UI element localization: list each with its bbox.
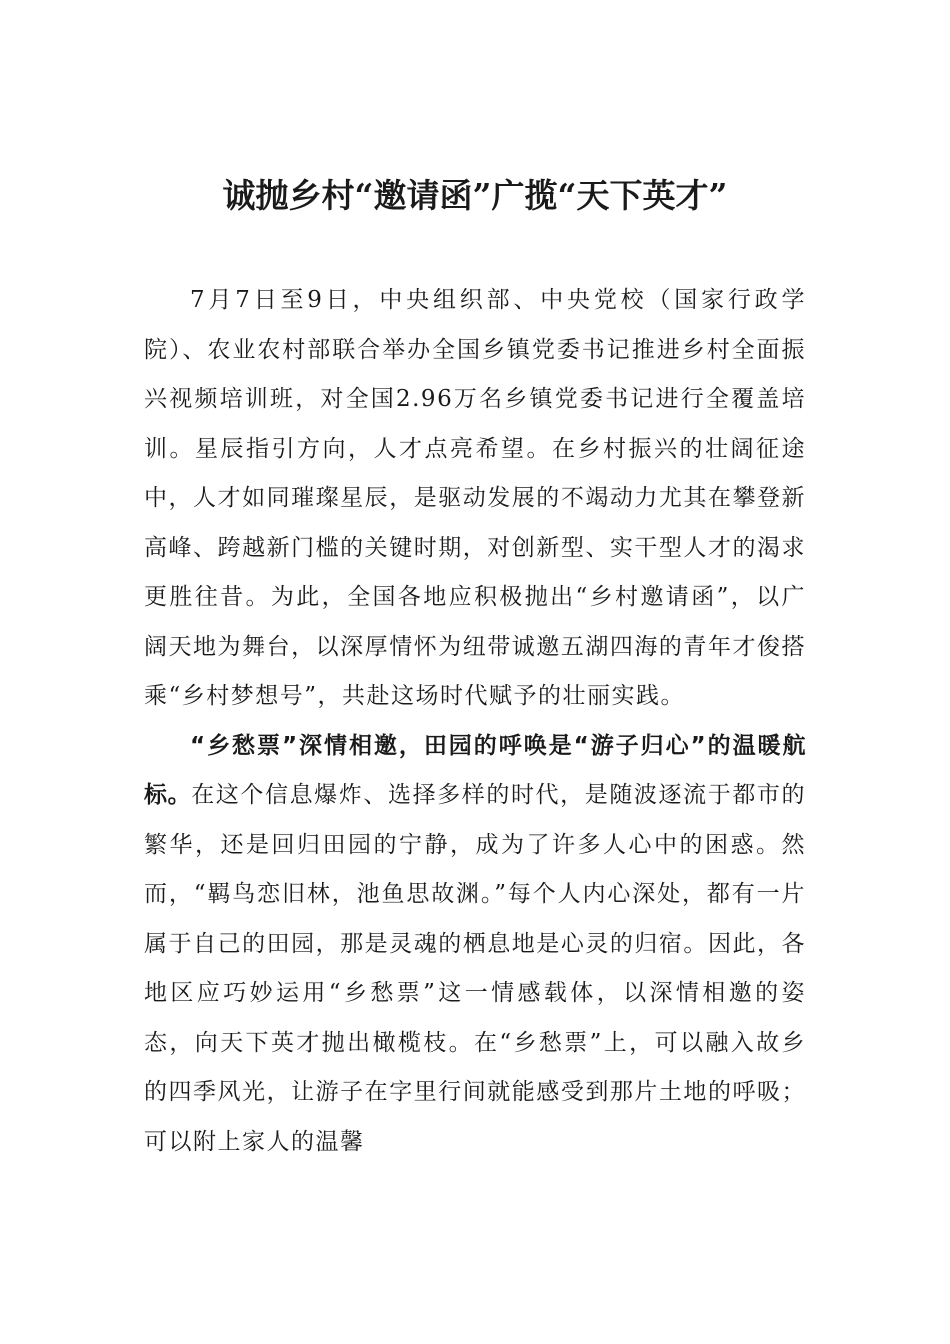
document-body <box>144 276 806 1167</box>
paragraph-2 <box>144 722 806 1168</box>
paragraph-2-lead: “乡愁票”深情相邀，田园的呼唤是“游子归心”的温暖航标。 <box>144 732 806 808</box>
paragraph-1 <box>144 276 806 722</box>
paragraph-2-text: 在这个信息爆炸、选择多样的时代，是随波逐流于都市的繁华，还是回归田园的宁静，成为了许多人心中的困惑。然而，“羁鸟恋旧林，池鱼思故渊。”每个人内心深处，都有一片属于自己的田园，那是灵魂的栖息地是心灵的归宿。因此，各地区应巧妙运用“乡愁票”这一情感载体，以深情相邀的姿态，向天下英才抛出橄榄枝。在“乡愁票”上，可以融入故乡的四季风光，让游子在字里行间就能感受到那片土地的呼吸；可以附上家人的温馨 <box>144 782 807 1155</box>
document-title: 诚抛乡村“邀请函”广揽“天下英才” <box>222 176 728 215</box>
paragraph-1-text: 7月7日至9日，中央组织部、中央党校（国家行政学院）、农业农村部联合举办全国乡镇党委书记推进乡村全面振兴视频培训班，对全国2.96万名乡镇党委书记进行全覆盖培训。星辰指引方向，人才点亮希望。在乡村振兴的壮阔征途中，人才如同璀璨星辰，是驱动发展的不竭动力尤其在攀登新高峰、跨越新门槛的关键时期，对创新型、实干型人才的渴求更胜往昔。为此，全国各地应积极抛出“乡村邀请函”，以广阔天地为舞台，以深厚情怀为纽带诚邀五湖四海的青年才俊搭乘“乡村梦想号”，共赴这场时代赋予的壮丽实践。 <box>144 287 806 709</box>
